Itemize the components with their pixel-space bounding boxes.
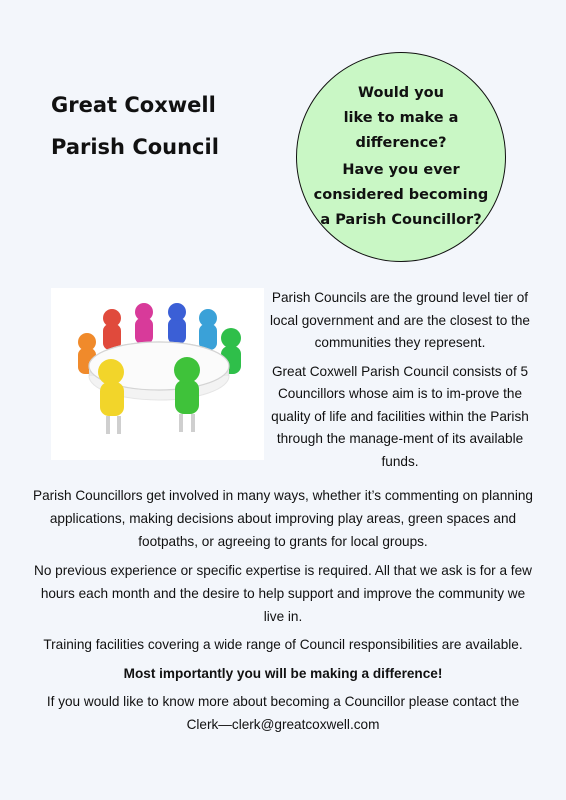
council-title-line1: Great Coxwell: [51, 93, 216, 117]
callout-question-difference: Would you like to make a difference?: [343, 85, 459, 151]
body-paragraph-involvement: Parish Councillors get involved in many ways, whether it’s commenting on planning applications, making decisions about improving play areas, green spaces and footpaths, or agreeing to grants for local groups.: [33, 488, 533, 549]
council-title-line2: Parish Council: [51, 135, 219, 159]
intro-paragraph-great-coxwell: Great Coxwell Parish Council consists of 5 Councillors whose aim is to im-prove the quality of life and facilities within the Parish through the manage-ment of its available funds.: [271, 363, 529, 469]
council-meeting-illustration: [51, 288, 264, 460]
intro-text: [266, 287, 534, 479]
body-text: [30, 484, 536, 742]
intro-paragraph-parish-councils: Parish Councils are the ground level tier of local government and are the closest to the communities they represent.: [270, 290, 530, 350]
callout-circle: [296, 52, 506, 262]
body-emphasis: Most importantly you will be making a difference!: [123, 665, 443, 681]
council-meeting-round-table-icon: [51, 288, 264, 460]
body-contact: If you would like to know more about becoming a Councillor please contact the Clerk—clerk@greatcoxwell.com: [46, 694, 520, 732]
body-paragraph-experience: No previous experience or specific expertise is required. All that we ask is for a few hours each month and the desire to help support and improve the community we live in.: [34, 562, 532, 624]
council-title: [51, 84, 219, 168]
body-paragraph-training: Training facilities covering a wide range of Council responsibilities are available.: [43, 637, 523, 652]
callout-question-councillor: Have you ever considered becoming a Parish Councillor?: [313, 162, 489, 228]
